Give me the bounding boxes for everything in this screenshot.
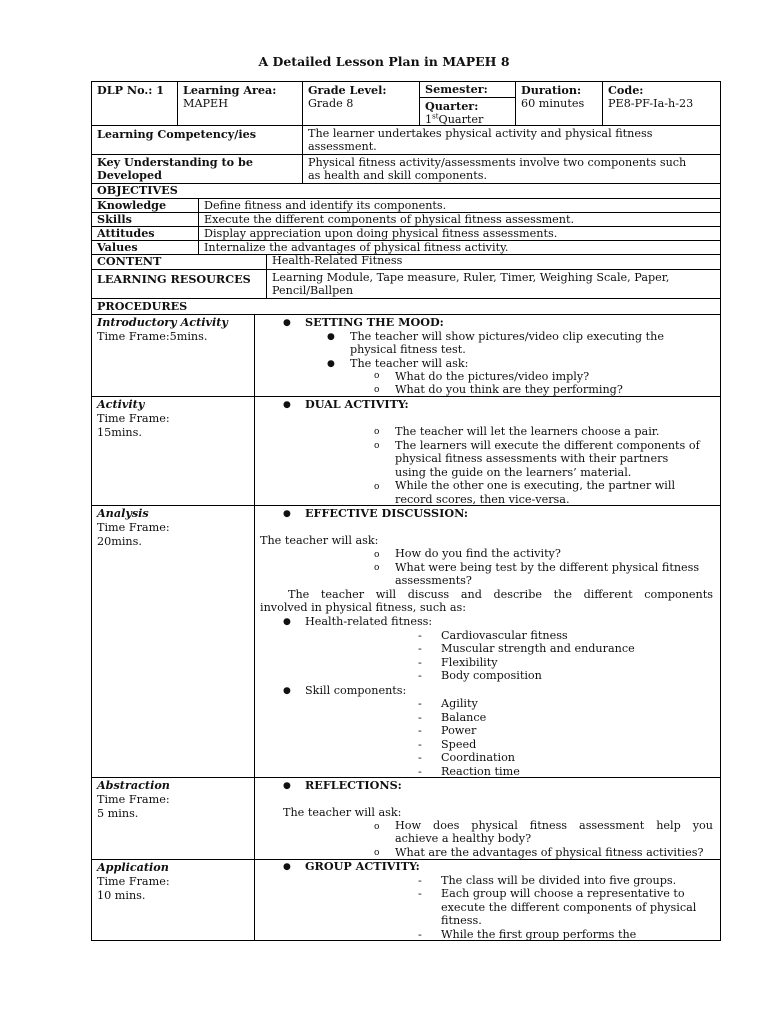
objective-label-cell [91, 198, 199, 213]
objective-knowledge-text: Define fitness and identify its components. [204, 199, 447, 212]
activity-label-cell [91, 396, 255, 506]
introductory-time: Time Frame:5mins. [97, 330, 208, 343]
activity-o2-line-3: using the guide on the learners’ material. [395, 466, 632, 479]
application-d2-line-2: execute the different components of physical [441, 901, 697, 914]
introductory-label-cell [91, 314, 255, 397]
activity-body-cell [254, 396, 721, 506]
health-related-head: Health-related fitness: [305, 615, 433, 628]
introductory-b1-line-1: The teacher will show pictures/video clip executing the [350, 330, 664, 343]
objective-text-cell [198, 212, 721, 227]
analysis-paragraph-line-2: involved in physical fitness, such as: [260, 601, 467, 614]
abstraction-o2: What are the advantages of physical fitness activities? [395, 846, 704, 859]
activity-o2-line-2: physical fitness assessments with their partners [395, 452, 669, 465]
objective-text-cell [198, 240, 721, 255]
competency-label-cell [91, 125, 303, 155]
key-understanding-label-2: Developed [97, 168, 162, 182]
competency-line-1: The learner undertakes physical activity and physical fitness [308, 127, 653, 140]
semester-cell [419, 81, 516, 98]
objective-label-cell [91, 240, 199, 255]
grade-level-value: Grade 8 [308, 97, 354, 110]
objective-label-cell [91, 212, 199, 227]
application-label: Application [97, 860, 169, 874]
competency-text-cell [302, 125, 721, 155]
analysis-body-cell [254, 505, 721, 778]
objective-skills-text: Execute the different components of physical fitness assessment. [204, 213, 575, 226]
circle-bullet-icon: o [374, 385, 380, 395]
resources-label: LEARNING RESOURCES [97, 272, 251, 286]
analysis-time-1: Time Frame: [97, 521, 170, 534]
dash-marker: - [418, 711, 422, 724]
resources-label-cell [91, 269, 267, 299]
dash-marker: - [418, 751, 422, 764]
introductory-o1: What do the pictures/video imply? [395, 370, 590, 383]
application-time-1: Time Frame: [97, 875, 170, 888]
bullet-icon: ● [283, 400, 291, 410]
duration-value: 60 minutes [521, 97, 585, 110]
competency-line-2: assessment. [308, 140, 377, 153]
skill-components-head: Skill components: [305, 684, 407, 697]
bullet-icon: ● [283, 617, 291, 627]
objective-values-label: Values [97, 240, 138, 254]
abstraction-body-cell [254, 777, 721, 860]
bullet-icon: ● [283, 318, 291, 328]
dash-marker: - [418, 874, 422, 887]
objective-attitudes-label: Attitudes [97, 226, 155, 240]
introductory-b1-line-2: physical fitness test. [350, 343, 466, 356]
analysis-o2-line-1: What were being test by the different physical fitness [395, 561, 700, 574]
activity-head: DUAL ACTIVITY: [305, 397, 409, 411]
skill-item: Speed [441, 738, 477, 751]
application-d2-line-1: Each group will choose a representative to [441, 887, 685, 900]
code-value: PE8-PF-Ia-h-23 [608, 97, 694, 110]
circle-bullet-icon: o [374, 441, 380, 451]
circle-bullet-icon: o [374, 482, 380, 492]
objective-label-cell [91, 226, 199, 241]
introductory-head: SETTING THE MOOD: [305, 315, 444, 329]
application-head: GROUP ACTIVITY: [305, 859, 420, 873]
activity-label: Activity [97, 397, 145, 411]
quarter-value: 1stQuarter [425, 112, 484, 126]
analysis-o1: How do you find the activity? [395, 547, 561, 560]
analysis-label-cell [91, 505, 255, 778]
dlp-label: DLP No.: 1 [97, 83, 165, 97]
duration-label: Duration: [521, 83, 582, 97]
objectives-heading-cell [91, 183, 721, 199]
semester-label: Semester: [425, 82, 488, 96]
dlp-cell [91, 81, 178, 126]
abstraction-label-cell [91, 777, 255, 860]
introductory-o2: What do you think are they performing? [395, 383, 623, 396]
health-item: Muscular strength and endurance [441, 642, 635, 655]
bullet-icon: ● [283, 509, 291, 519]
abstraction-o1-line-2: achieve a healthy body? [395, 832, 532, 845]
bullet-icon: ● [283, 781, 291, 791]
dash-marker: - [418, 928, 422, 941]
key-understanding-label-1: Key Understanding to be [97, 155, 253, 169]
circle-bullet-icon: o [374, 427, 380, 437]
circle-bullet-icon: o [374, 822, 380, 832]
learning-area-cell [177, 81, 303, 126]
application-d3: While the first group performs the [441, 928, 637, 941]
skill-item: Balance [441, 711, 487, 724]
resources-line-2: Pencil/Ballpen [272, 284, 354, 297]
dash-marker: - [418, 642, 422, 655]
dash-marker: - [418, 629, 422, 642]
key-understanding-line-2: as health and skill components. [308, 169, 488, 182]
grade-level-cell [302, 81, 420, 126]
bullet-icon: ● [283, 686, 291, 696]
skill-item: Agility [441, 697, 478, 710]
activity-o1: The teacher will let the learners choose a pair. [395, 425, 660, 438]
health-item: Body composition [441, 669, 542, 682]
application-label-cell [91, 859, 255, 941]
dash-marker: - [418, 697, 422, 710]
objectives-heading: OBJECTIVES [97, 183, 178, 197]
analysis-paragraph-line-1: The teacher will discuss and describe the different components [288, 588, 713, 601]
code-cell [602, 81, 721, 126]
abstraction-intro: The teacher will ask: [283, 806, 402, 819]
health-item: Cardiovascular fitness [441, 629, 568, 642]
learning-area-value: MAPEH [183, 97, 228, 110]
circle-bullet-icon: o [374, 563, 380, 573]
procedures-heading: PROCEDURES [97, 299, 188, 313]
content-label-cell [91, 254, 267, 270]
key-understanding-label-cell [91, 154, 303, 184]
activity-o3-line-1: While the other one is executing, the partner will [395, 479, 676, 492]
circle-bullet-icon: o [374, 848, 380, 858]
bullet-icon: ● [283, 862, 291, 872]
circle-bullet-icon: o [374, 371, 380, 381]
competency-label: Learning Competency/ies [97, 127, 256, 141]
key-understanding-line-1: Physical fitness activity/assessments involve two components such [308, 156, 687, 169]
duration-cell [515, 81, 603, 126]
application-body-cell [254, 859, 721, 941]
abstraction-head: REFLECTIONS: [305, 778, 402, 792]
objective-text-cell [198, 198, 721, 213]
skill-item: Power [441, 724, 477, 737]
abstraction-o1-line-1: How does physical fitness assessment help you [395, 819, 713, 832]
dash-marker: - [418, 738, 422, 751]
application-d2-line-3: fitness. [441, 914, 482, 927]
content-label: CONTENT [97, 254, 162, 268]
application-time-2: 10 mins. [97, 889, 146, 902]
resources-text-cell [266, 269, 721, 299]
lesson-plan-table [91, 81, 721, 941]
health-item: Flexibility [441, 656, 498, 669]
objective-skills-label: Skills [97, 212, 132, 226]
analysis-o2-line-2: assessments? [395, 574, 472, 587]
content-value: Health-Related Fitness [272, 254, 403, 267]
activity-time-2: 15mins. [97, 426, 142, 439]
abstraction-time-1: Time Frame: [97, 793, 170, 806]
procedures-heading-cell [91, 298, 721, 315]
analysis-intro: The teacher will ask: [260, 534, 379, 547]
resources-line-1: Learning Module, Tape measure, Ruler, Timer, Weighing Scale, Paper, [272, 271, 670, 284]
dash-marker: - [418, 669, 422, 682]
code-label: Code: [608, 83, 644, 97]
objective-text-cell [198, 226, 721, 241]
quarter-label: Quarter: [425, 99, 479, 113]
abstraction-time-2: 5 mins. [97, 807, 139, 820]
circle-bullet-icon: o [374, 550, 380, 560]
quarter-cell [419, 97, 516, 126]
key-understanding-text-cell [302, 154, 721, 184]
dash-marker: - [418, 765, 422, 778]
activity-time-1: Time Frame: [97, 412, 170, 425]
activity-o2-line-1: The learners will execute the different components of [395, 439, 700, 452]
skill-item: Coordination [441, 751, 516, 764]
analysis-head: EFFECTIVE DISCUSSION: [305, 506, 469, 520]
content-value-cell [266, 254, 721, 270]
dash-marker: - [418, 656, 422, 669]
introductory-body-cell [254, 314, 721, 397]
objective-knowledge-label: Knowledge [97, 198, 167, 212]
introductory-b2: The teacher will ask: [350, 357, 469, 370]
application-d1: The class will be divided into five groups. [441, 874, 677, 887]
objective-values-text: Internalize the advantages of physical fitness activity. [204, 241, 509, 254]
dash-marker: - [418, 887, 422, 900]
activity-o3-line-2: record scores, then vice-versa. [395, 493, 570, 506]
objective-attitudes-text: Display appreciation upon doing physical fitness assessments. [204, 227, 558, 240]
analysis-label: Analysis [97, 506, 149, 520]
introductory-label: Introductory Activity [97, 315, 228, 329]
analysis-time-2: 20mins. [97, 535, 142, 548]
bullet-icon: ● [327, 359, 335, 369]
abstraction-label: Abstraction [97, 778, 170, 792]
dash-marker: - [418, 724, 422, 737]
document-title: A Detailed Lesson Plan in MAPEH 8 [258, 54, 510, 69]
skill-item: Reaction time [441, 765, 520, 778]
bullet-icon: ● [327, 332, 335, 342]
grade-level-label: Grade Level: [308, 83, 387, 97]
learning-area-label: Learning Area: [183, 83, 277, 97]
